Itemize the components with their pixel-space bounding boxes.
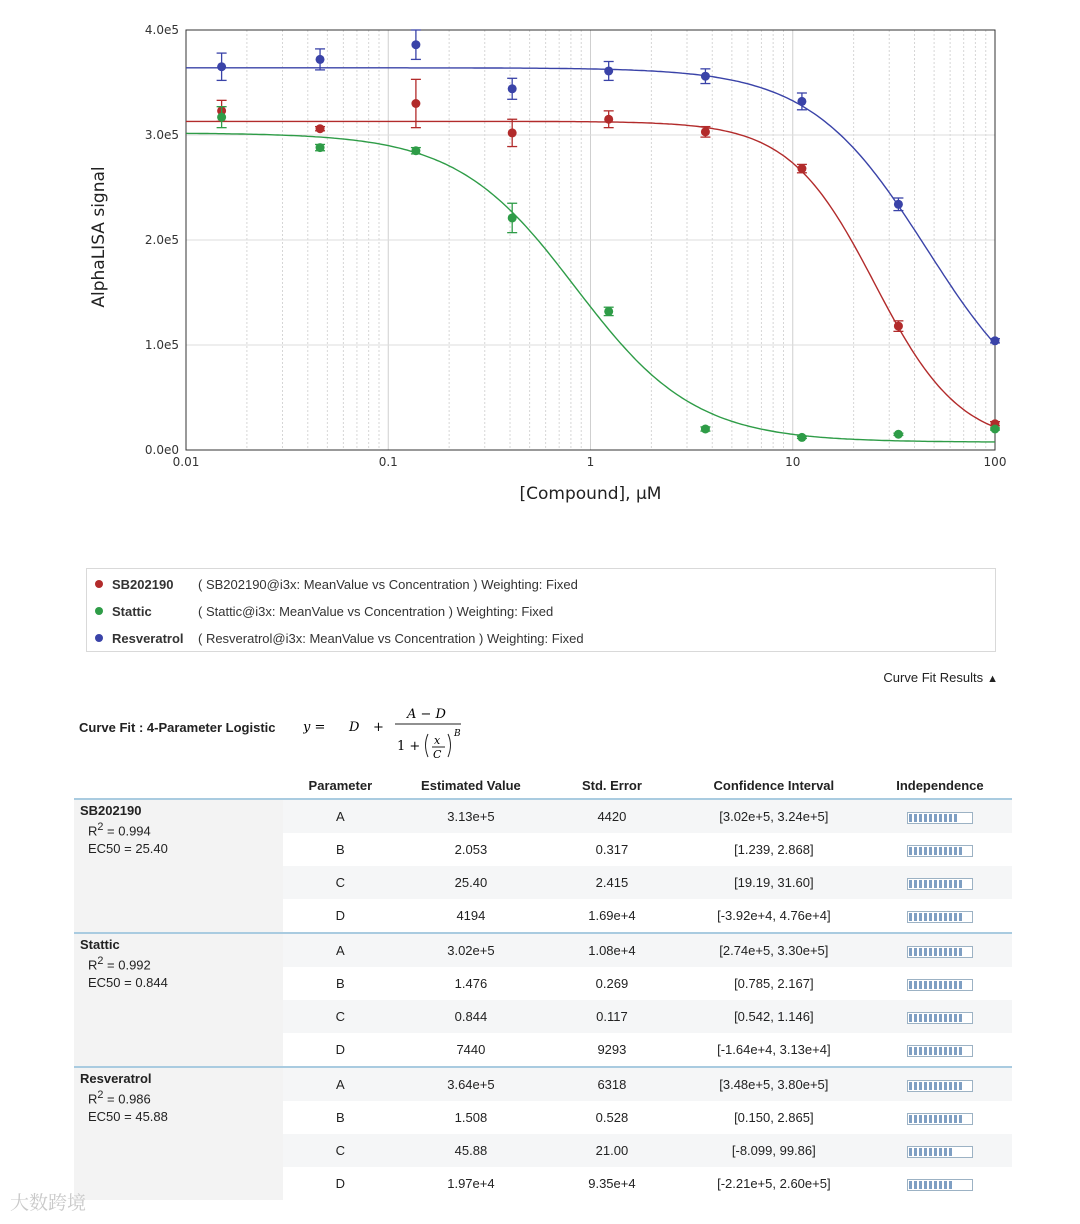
confidence-interval-cell: [-2.21e+5, 2.60e+5] [717, 1176, 831, 1191]
data-point [797, 97, 806, 106]
param-cell: B [336, 842, 345, 857]
independence-bar-fill [909, 981, 963, 989]
independence-bar [907, 1113, 973, 1125]
r2-superscript: 2 [97, 821, 104, 833]
std-error-cell: 9.35e+4 [588, 1176, 636, 1191]
r2-superscript: 2 [97, 955, 104, 967]
independence-cell [868, 1033, 1012, 1067]
r2-label: R [88, 1091, 98, 1107]
std-error-cell: 0.528 [595, 1110, 629, 1125]
formula-d: D [349, 720, 360, 735]
estimated-value-cell: 7440 [456, 1042, 486, 1057]
r-squared [88, 955, 277, 972]
formula-section [79, 700, 679, 764]
confidence-interval-cell: [3.02e+5, 3.24e+5] [680, 799, 868, 833]
independence-bar-fill [909, 1115, 963, 1123]
param-cell: B [336, 1110, 345, 1125]
confidence-interval-cell: [2.74e+5, 3.30e+5] [680, 933, 868, 967]
dose-response-chart [0, 0, 1080, 520]
std-error-cell: 0.269 [595, 976, 629, 991]
formula-lhs: y = [303, 720, 326, 735]
independence-bar-fill [909, 1148, 953, 1156]
param-cell: A [283, 799, 398, 833]
estimated-value-cell: 3.02e+5 [398, 933, 544, 967]
r2-value: = 0.994 [103, 823, 151, 839]
data-point [797, 433, 806, 442]
header-parameter: Parameter [283, 772, 398, 799]
data-point [316, 124, 325, 133]
independence-cell [868, 833, 1012, 866]
watermark: 大数跨境 [10, 1193, 87, 1214]
independence-cell [868, 1000, 1012, 1033]
confidence-interval-cell: [-3.92e+4, 4.76e+4] [717, 908, 831, 923]
independence-bar-fill [909, 1047, 963, 1055]
data-point [411, 99, 420, 108]
data-point [991, 336, 1000, 345]
independence-cell [868, 1101, 1012, 1134]
data-point [701, 425, 710, 434]
independence-bar-fill [909, 1014, 963, 1022]
independence-bar-fill [909, 847, 963, 855]
std-error-cell: 1.69e+4 [588, 908, 636, 923]
data-point [894, 200, 903, 209]
confidence-interval-cell: [-8.099, 99.86] [680, 1134, 868, 1167]
independence-bar-fill [909, 1082, 963, 1090]
r2-value: = 0.992 [103, 957, 151, 973]
estimated-value-cell: 45.88 [398, 1134, 544, 1167]
r-squared [88, 1089, 277, 1106]
data-point [508, 84, 517, 93]
data-point [894, 430, 903, 439]
group-cell [74, 799, 283, 933]
independence-cell [868, 799, 1012, 833]
independence-bar [907, 1012, 973, 1024]
formula-frac-c: C [433, 748, 442, 761]
param-cell: C [283, 1000, 398, 1033]
independence-bar [907, 946, 973, 958]
group-cell [74, 1067, 283, 1200]
header-std-error: Std. Error [544, 772, 680, 799]
y-tick-label: 0.0e0 [144, 443, 179, 457]
std-error-cell: 6318 [544, 1067, 680, 1101]
confidence-interval-cell: [-1.64e+4, 3.13e+4] [717, 1042, 831, 1057]
independence-cell [868, 899, 1012, 933]
data-point [508, 128, 517, 137]
curve-fit-results-toggle[interactable] [883, 670, 998, 685]
independence-bar-fill [909, 880, 963, 888]
r2-superscript: 2 [97, 1089, 104, 1101]
toggle-label: Curve Fit Results [883, 670, 984, 685]
formula-label: Curve Fit : 4-Parameter Logistic [79, 720, 276, 735]
confidence-interval-cell: [19.19, 31.60] [680, 866, 868, 899]
x-tick-label: 10 [785, 455, 801, 469]
data-point [316, 55, 325, 64]
legend-series-desc: ( Resveratrol@i3x: MeanValue vs Concentration ) Weighting: Fixed [198, 630, 584, 646]
x-axis-label: [Compound], µM [519, 484, 662, 504]
r2-label: R [88, 823, 98, 839]
y-tick-label: 4.0e5 [144, 23, 179, 37]
table-row [74, 799, 1012, 833]
param-cell: A [283, 1067, 398, 1101]
table-row [74, 1067, 1012, 1101]
std-error-cell: 1.08e+4 [544, 933, 680, 967]
x-tick-label: 100 [983, 455, 1007, 469]
formula-den-one: 1 + [397, 739, 421, 754]
legend-item-stattic[interactable] [95, 600, 553, 622]
estimated-value-cell: 1.476 [454, 976, 488, 991]
confidence-interval-cell: [0.785, 2.167] [734, 976, 814, 991]
table-header-row [74, 772, 1012, 799]
confidence-interval-cell: [0.542, 1.146] [680, 1000, 868, 1033]
estimated-value-cell: 25.40 [398, 866, 544, 899]
std-error-cell: 21.00 [544, 1134, 680, 1167]
independence-bar [907, 845, 973, 857]
header-confidence-interval: Confidence Interval [680, 772, 868, 799]
header-independence: Independence [868, 772, 1012, 799]
y-tick-label: 2.0e5 [144, 233, 179, 247]
formula-frac-x: x [434, 734, 441, 747]
formula-plus: + [373, 720, 384, 735]
legend-series-name: SB202190 [112, 576, 174, 592]
formula-equation [303, 700, 493, 764]
data-point [217, 62, 226, 71]
legend-marker [95, 607, 103, 615]
data-point [604, 66, 613, 75]
r2-value: = 0.986 [103, 1091, 151, 1107]
independence-cell [868, 1067, 1012, 1101]
ec50: EC50 = 25.40 [88, 841, 168, 857]
header-group [74, 772, 283, 799]
y-tick-label: 3.0e5 [144, 128, 179, 142]
data-point [797, 164, 806, 173]
param-cell: D [335, 908, 346, 923]
confidence-interval-cell: [0.150, 2.865] [734, 1110, 814, 1125]
independence-bar [907, 812, 973, 824]
independence-cell [868, 933, 1012, 967]
data-point [701, 72, 710, 81]
independence-bar [907, 1080, 973, 1092]
param-cell: C [283, 1134, 398, 1167]
group-name: Stattic [80, 937, 120, 952]
header-estimated-value: Estimated Value [398, 772, 544, 799]
confidence-interval-cell: [1.239, 2.868] [734, 842, 814, 857]
estimated-value-cell: 0.844 [398, 1000, 544, 1033]
formula-exponent: B [454, 729, 461, 739]
independence-bar-fill [909, 1181, 953, 1189]
curve-fit-table [74, 772, 1012, 1200]
independence-cell [868, 967, 1012, 1000]
ec50: EC50 = 45.88 [88, 1109, 168, 1125]
independence-bar-fill [909, 948, 963, 956]
table-body [74, 799, 1012, 1200]
group-name: SB202190 [80, 803, 142, 818]
x-tick-label: 0.01 [172, 455, 200, 469]
independence-bar [907, 1179, 973, 1191]
data-point [701, 127, 710, 136]
estimated-value-cell: 4194 [456, 908, 486, 923]
data-point [991, 425, 1000, 434]
legend-item-sb202190[interactable] [95, 573, 578, 595]
independence-bar [907, 979, 973, 991]
group-cell [74, 933, 283, 1067]
estimated-value-cell: 1.508 [454, 1110, 488, 1125]
estimated-value-cell: 2.053 [454, 842, 488, 857]
std-error-cell: 9293 [597, 1042, 627, 1057]
group-name: Resveratrol [80, 1071, 152, 1086]
data-point [411, 40, 420, 49]
chart-svg [0, 0, 1080, 520]
independence-bar [907, 911, 973, 923]
data-point [217, 113, 226, 122]
independence-bar [907, 1146, 973, 1158]
std-error-cell: 2.415 [544, 866, 680, 899]
independence-cell [868, 1134, 1012, 1167]
estimated-value-cell: 1.97e+4 [447, 1176, 495, 1191]
legend-series-name: Stattic [112, 603, 152, 619]
data-point [604, 115, 613, 124]
y-axis-label: AlphaLISA signal [89, 166, 109, 308]
std-error-cell: 4420 [544, 799, 680, 833]
legend-series-desc: ( SB202190@i3x: MeanValue vs Concentration ) Weighting: Fixed [198, 576, 578, 592]
ec50: EC50 = 0.844 [88, 975, 168, 991]
legend [86, 568, 996, 652]
x-tick-label: 0.1 [378, 455, 398, 469]
independence-bar [907, 1045, 973, 1057]
param-cell: C [283, 866, 398, 899]
data-point [894, 322, 903, 331]
independence-cell [868, 866, 1012, 899]
data-point [411, 146, 420, 155]
table-row [74, 933, 1012, 967]
param-cell: D [335, 1176, 346, 1191]
data-point [316, 143, 325, 152]
legend-series-desc: ( Stattic@i3x: MeanValue vs Concentration ) Weighting: Fixed [198, 603, 554, 619]
std-error-cell: 0.117 [544, 1000, 680, 1033]
independence-cell [868, 1167, 1012, 1200]
estimated-value-cell: 3.64e+5 [398, 1067, 544, 1101]
formula-numerator: A − D [407, 707, 446, 722]
data-point [604, 307, 613, 316]
confidence-interval-cell: [3.48e+5, 3.80e+5] [680, 1067, 868, 1101]
legend-item-resveratrol[interactable] [95, 627, 584, 649]
r2-label: R [88, 957, 98, 973]
independence-bar-fill [909, 913, 963, 921]
estimated-value-cell: 3.13e+5 [398, 799, 544, 833]
legend-marker [95, 580, 103, 588]
std-error-cell: 0.317 [595, 842, 629, 857]
x-tick-label: 1 [586, 455, 595, 469]
y-tick-label: 1.0e5 [144, 338, 179, 352]
r-squared [88, 821, 277, 838]
independence-bar [907, 878, 973, 890]
param-cell: D [335, 1042, 346, 1057]
data-point [508, 213, 517, 222]
param-cell: A [283, 933, 398, 967]
independence-bar-fill [909, 814, 959, 822]
legend-marker [95, 634, 103, 642]
param-cell: B [336, 976, 345, 991]
legend-series-name: Resveratrol [112, 630, 184, 646]
triangle-up-icon: ▲ [987, 673, 998, 685]
